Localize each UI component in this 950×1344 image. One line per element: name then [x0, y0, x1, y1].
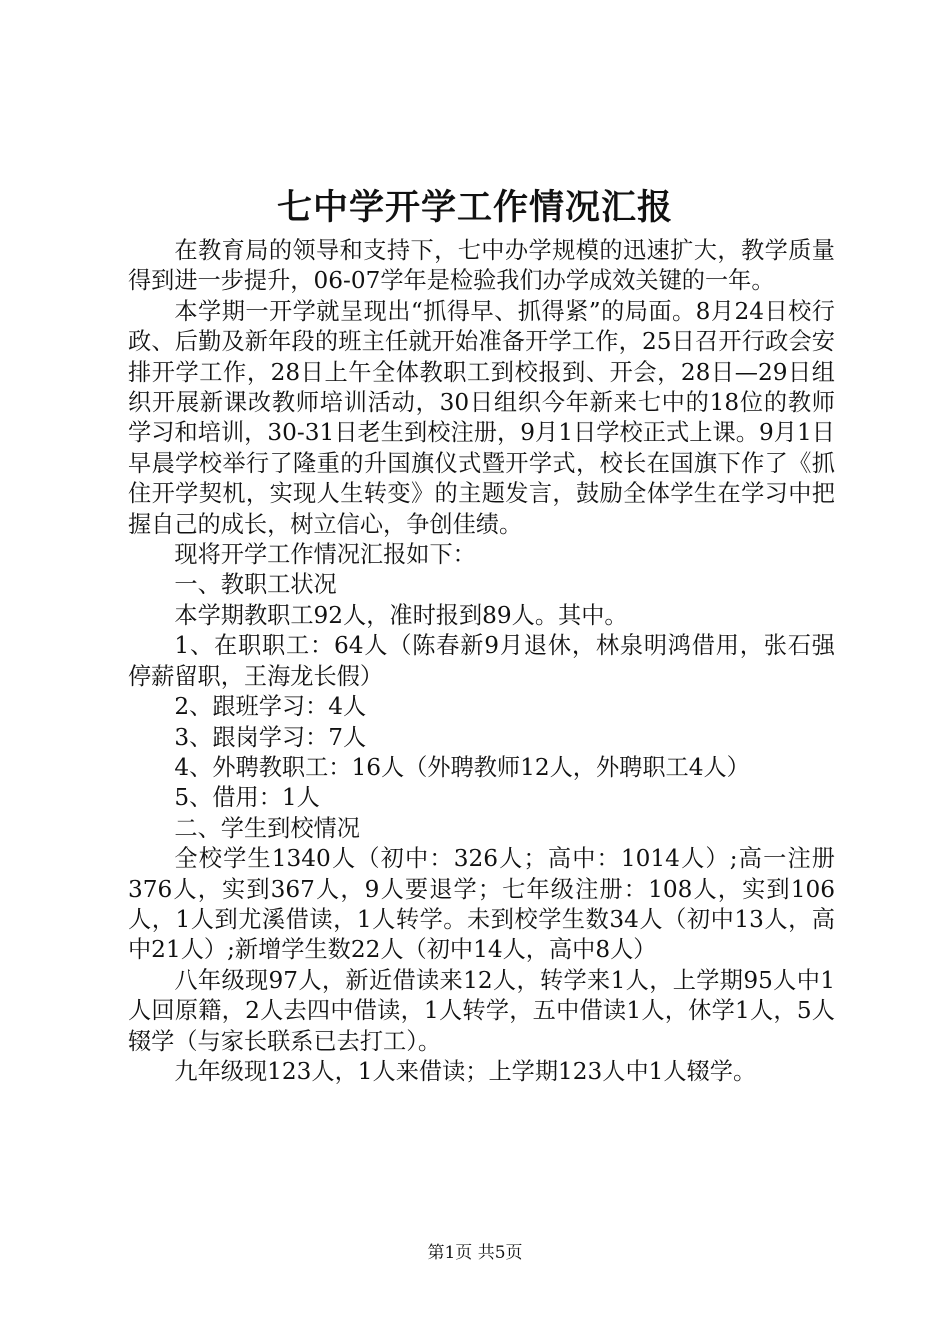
list-item-external-staff: 4、外聘教职工：16人（外聘教师12人，外聘职工4人） [174, 753, 750, 781]
list-item-class-study: 2、跟班学习：4人 [174, 693, 367, 721]
list-item-post-study: 3、跟岗学习：7人 [174, 723, 367, 751]
page-title: 七中学开学工作情况汇报 [276, 187, 673, 228]
paragraph-intro: 在教育局的领导和支持下，七中办学规模的迅速扩大，教学质量得到进一步提升，06-07学年是检验我们办学成效关键的一年。 [128, 237, 835, 295]
paragraph-student-totals: 全校学生1340人（初中：326人；高中：1014人）;高一注册376人，实到367人，9人要退学；七年级注册：108人，实到106人，1人到尤溪借读，1人转学。未到校学生数34人（初中13人，高中21人）;新增学生数22人（初中14人，高中8人） [128, 845, 835, 964]
paragraph-grade-nine: 九年级现123人，1人来借读；上学期123人中1人辍学。 [174, 1057, 757, 1085]
paragraph-grade-eight: 八年级现97人，新近借读来12人，转学来1人，上学期95人中1人回原籍，2人去四中借读，1人转学，五中借读1人，休学1人，5人辍学（与家长联系已去打工）。 [128, 966, 835, 1055]
section-heading-staff: 一、教职工状况 [174, 571, 337, 599]
paragraph-report-lead: 现将开学工作情况汇报如下： [174, 541, 476, 569]
list-item-borrowed: 5、借用：1人 [174, 784, 320, 812]
list-item-staff-on-duty: 1、在职职工：64人（陈春新9月退休，林泉明鸿借用，张石强停薪留职，王海龙长假） [128, 632, 835, 690]
document-body [128, 236, 835, 1087]
section-heading-students: 二、学生到校情况 [174, 814, 360, 842]
page-number: 第1页 共5页 [427, 1243, 523, 1263]
paragraph-opening-events: 本学期一开学就呈现出“抓得早、抓得紧”的局面。8月24日校行政、后勤及新年段的班主任就开始准备开学工作，25日召开行政会安排开学工作，28日上午全体教职工到校报到、开会，28日—29日组织开展新课改教师培训活动，30日组织今年新来七中的18位的教师学习和培训，30-31日老生到校注册，9月1日学校正式上课。9月1日早晨学校举行了隆重的升国旗仪式暨开学式，校长在国旗下作了《抓住开学契机，实现人生转变》的主题发言，鼓励全体学生在学习中把握自己的成长，树立信心，争创佳绩。 [128, 297, 835, 538]
paragraph-staff-total: 本学期教职工92人，准时报到89人。其中。 [174, 601, 628, 629]
